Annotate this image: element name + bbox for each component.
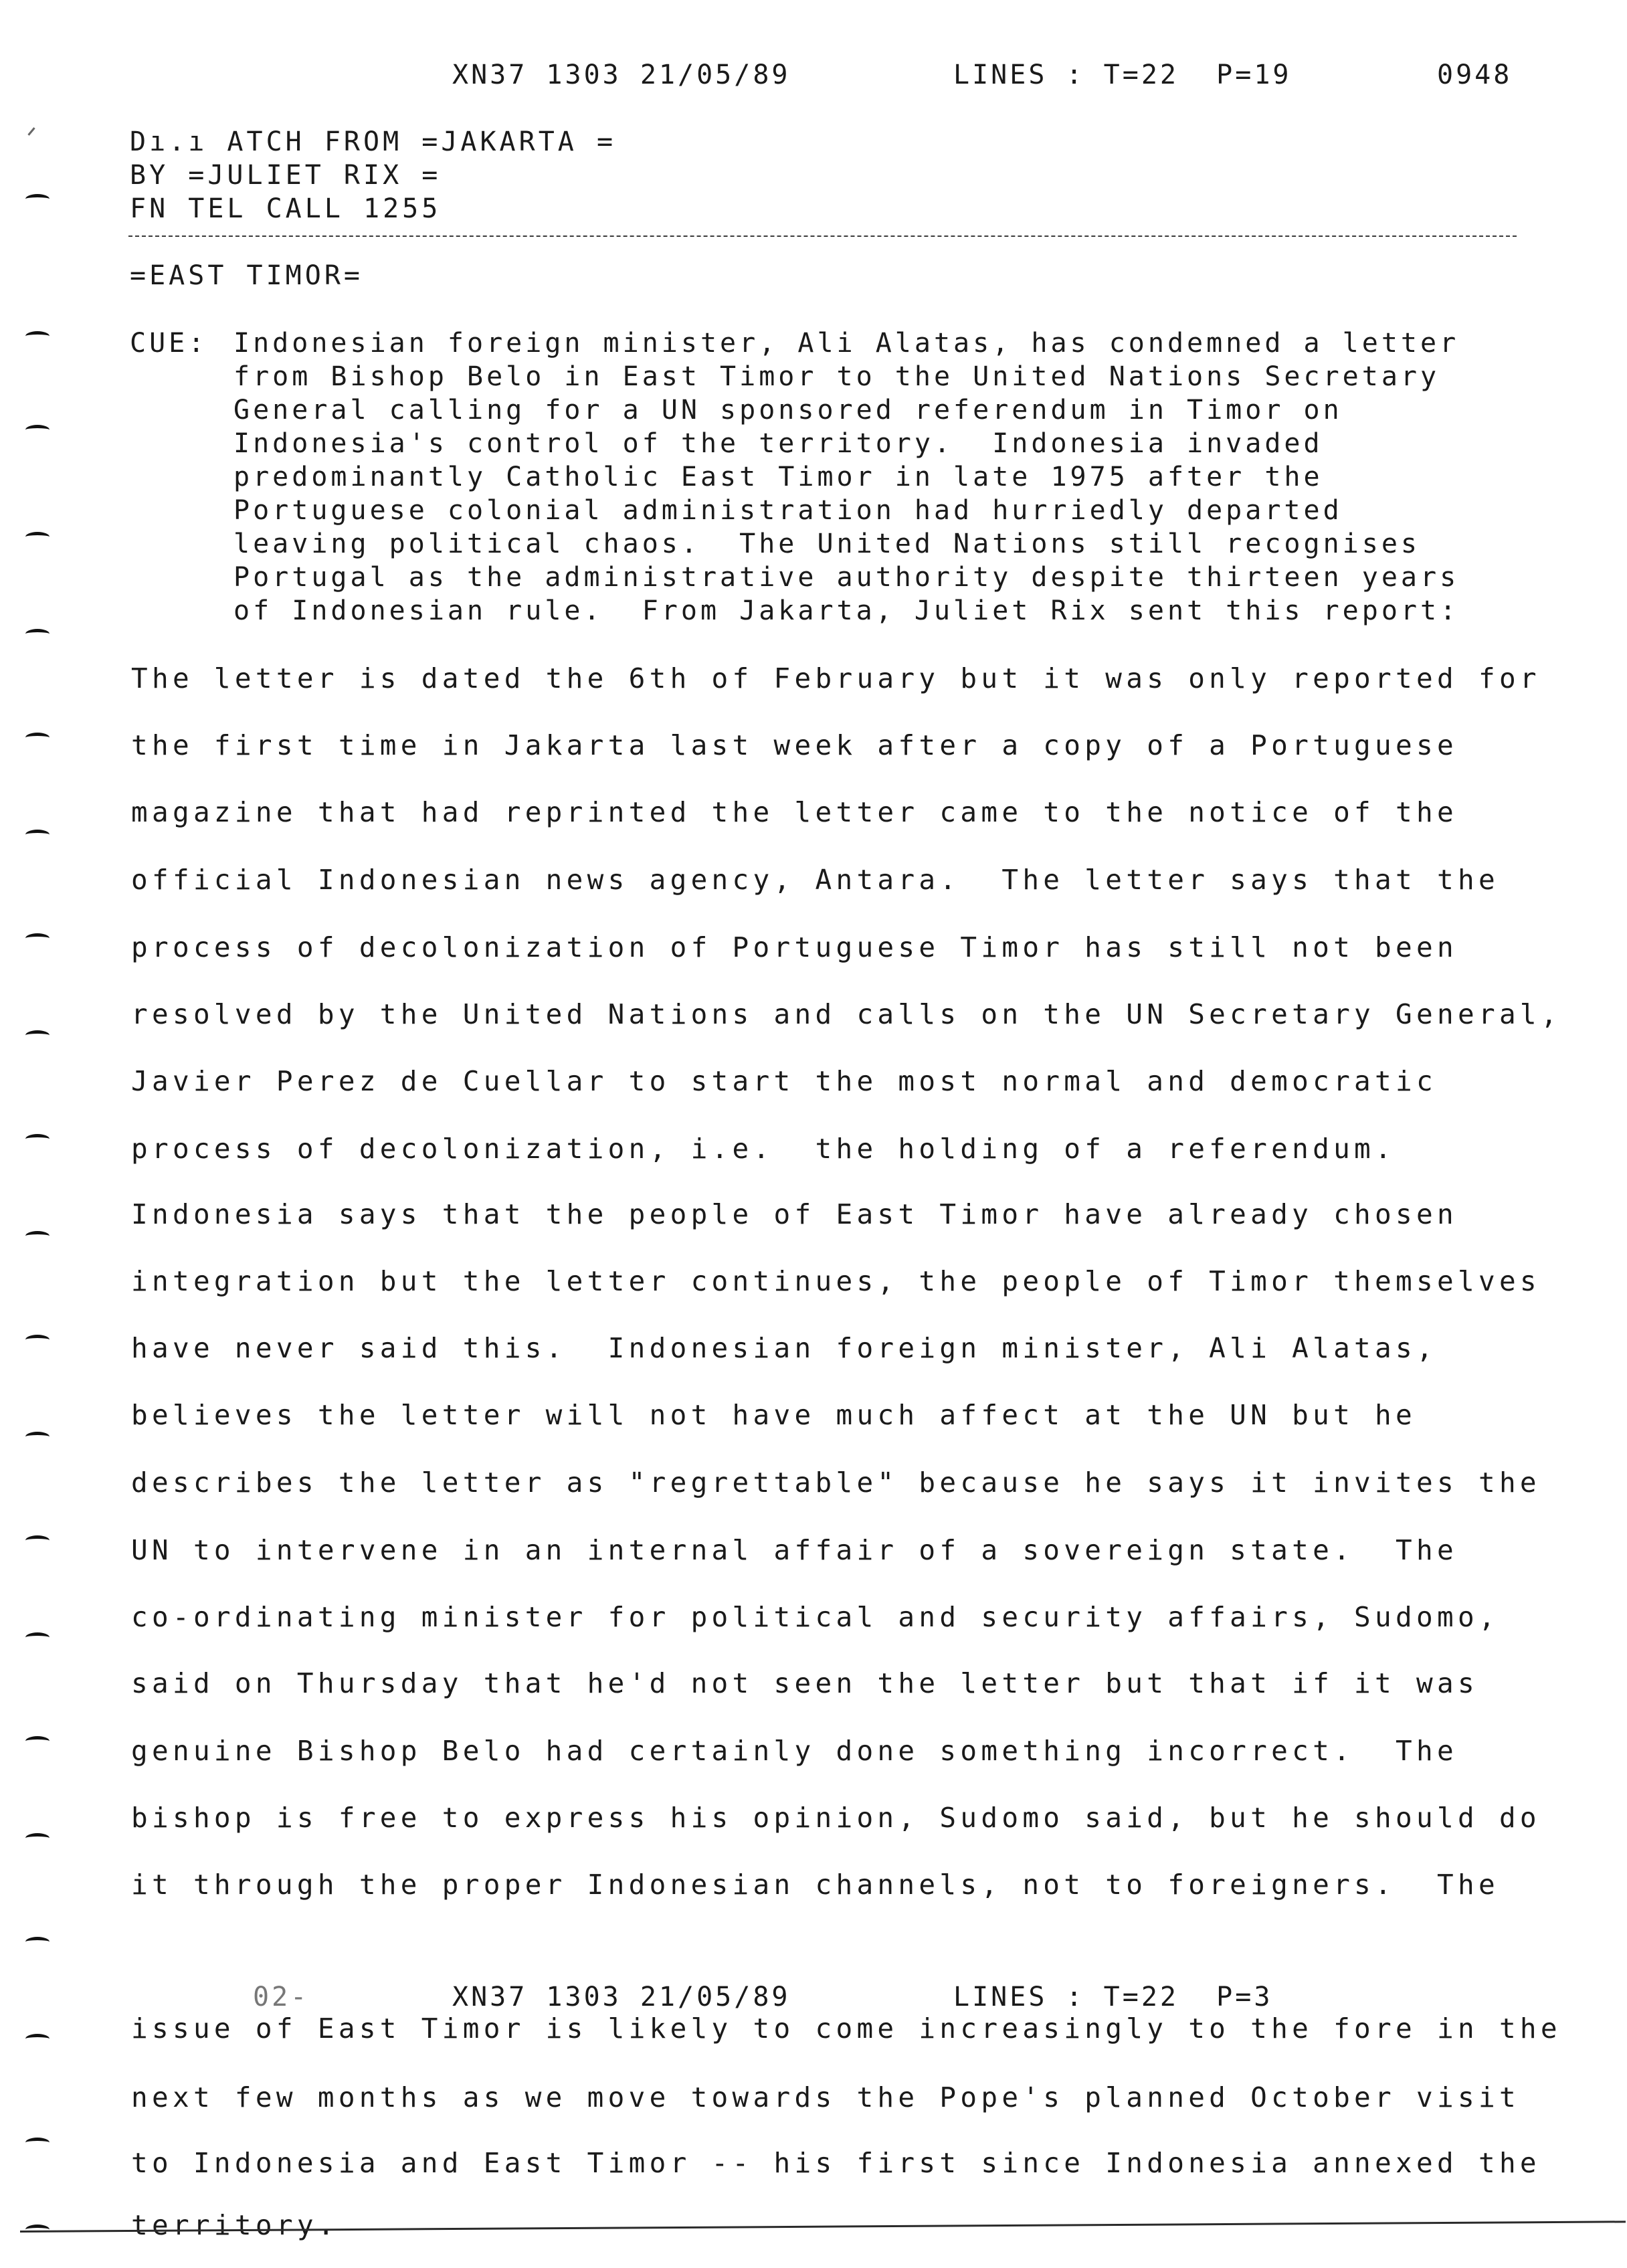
punch-mark: [25, 331, 50, 341]
page2-line: territory.: [131, 2209, 339, 2241]
body-line: Javier Perez de Cuellar to start the most normal and democratic: [131, 1065, 1437, 1097]
punch-mark: [25, 1134, 50, 1144]
punch-mark: [25, 2225, 50, 2235]
body-line: bishop is free to express his opinion, Sudomo said, but he should do: [131, 1802, 1541, 1834]
punch-mark: [25, 1736, 50, 1746]
page2-lines-count: LINES : T=22 P=3: [953, 1982, 1273, 2012]
margin-tick: [27, 127, 35, 136]
cue-line: General calling for a UN sponsored referendum in Timor on: [233, 395, 1343, 426]
body-line: process of decolonization, i.e. the holding of a referendum.: [131, 1133, 1396, 1165]
body-line: co-ordinating minister for political and security affairs, Sudomo,: [131, 1601, 1499, 1633]
body-line: process of decolonization of Portuguese Timor has still not been: [131, 931, 1458, 963]
cue-line: Portugal as the administrative authority despite thirteen years: [233, 562, 1460, 593]
body-line: it through the proper Indonesian channels, not to foreigners. The: [131, 1869, 1499, 1901]
body-line: The letter is dated the 6th of February but it was only reported for: [131, 662, 1541, 694]
header-id-date: XN37 1303 21/05/89: [452, 60, 791, 90]
punch-mark: [25, 194, 50, 204]
punch-mark: [25, 1231, 50, 1241]
punch-mark: [25, 1432, 50, 1442]
cue-line: Indonesian foreign minister, Ali Alatas, has condemned a letter: [233, 328, 1460, 359]
punch-mark: [25, 2034, 50, 2044]
body-line: integration but the letter continues, the people of Timor themselves: [131, 1265, 1541, 1297]
punch-mark: [25, 1535, 50, 1545]
page2-line: to Indonesia and East Timor -- his first since Indonesia annexed the: [131, 2147, 1541, 2179]
punch-mark: [25, 830, 50, 840]
body-line: genuine Bishop Belo had certainly done something incorrect. The: [131, 1735, 1458, 1767]
body-line: have never said this. Indonesian foreign minister, Ali Alatas,: [131, 1332, 1437, 1364]
body-line: resolved by the United Nations and calls on the UN Secretary General,: [131, 998, 1561, 1030]
page2-id-date: XN37 1303 21/05/89: [452, 1982, 791, 2012]
dispatch-line: Dı.ı ATCH FROM =JAKARTA =: [130, 126, 617, 157]
cue-line: leaving political chaos. The United Nations still recognises: [233, 529, 1421, 559]
dashed-divider: [128, 235, 1517, 237]
punch-mark: [25, 1833, 50, 1843]
body-line: Indonesia says that the people of East Timor have already chosen: [131, 1198, 1458, 1230]
body-line: magazine that had reprinted the letter came to the notice of the: [131, 796, 1458, 828]
body-line: UN to intervene in an internal affair of a sovereign state. The: [131, 1534, 1458, 1566]
page2-line: issue of East Timor is likely to come increasingly to the fore in the: [131, 2012, 1561, 2045]
byline: BY =JULIET RIX =: [130, 160, 442, 191]
tel-call-line: FN TEL CALL 1255: [130, 193, 442, 224]
body-line: official Indonesian news agency, Antara. The letter says that the: [131, 864, 1499, 896]
punch-mark: [25, 733, 50, 743]
body-line: describes the letter as "regrettable" because he says it invites the: [131, 1467, 1541, 1499]
page2-mark: 02-: [253, 1982, 310, 2012]
punch-mark: [25, 1937, 50, 1947]
body-line: the first time in Jakarta last week after a copy of a Portuguese: [131, 729, 1458, 761]
story-title: =EAST TIMOR=: [130, 260, 363, 291]
punch-mark: [25, 1632, 50, 1642]
cue-line: of Indonesian rule. From Jakarta, Juliet Rix sent this report:: [233, 595, 1460, 626]
header-number: 0948: [1437, 60, 1513, 90]
cue-line: from Bishop Belo in East Timor to the United Nations Secretary: [233, 361, 1440, 392]
page2-line: next few months as we move towards the Pope's planned October visit: [131, 2081, 1520, 2113]
punch-mark: [25, 629, 50, 639]
header-lines-count: LINES : T=22 P=19: [953, 60, 1292, 90]
cue-label: CUE:: [130, 328, 208, 359]
cue-line: predominantly Catholic East Timor in late 1975 after the: [233, 462, 1323, 492]
punch-mark: [25, 425, 50, 435]
punch-mark: [25, 2138, 50, 2148]
punch-mark: [25, 1030, 50, 1040]
cue-line: Portuguese colonial administration had hurriedly departed: [233, 495, 1343, 526]
body-line: believes the letter will not have much affect at the UN but he: [131, 1399, 1417, 1431]
punch-mark: [25, 1335, 50, 1345]
punch-mark: [25, 532, 50, 542]
body-line: said on Thursday that he'd not seen the letter but that if it was: [131, 1667, 1478, 1699]
cue-line: Indonesia's control of the territory. Indonesia invaded: [233, 428, 1323, 459]
punch-mark: [25, 933, 50, 943]
